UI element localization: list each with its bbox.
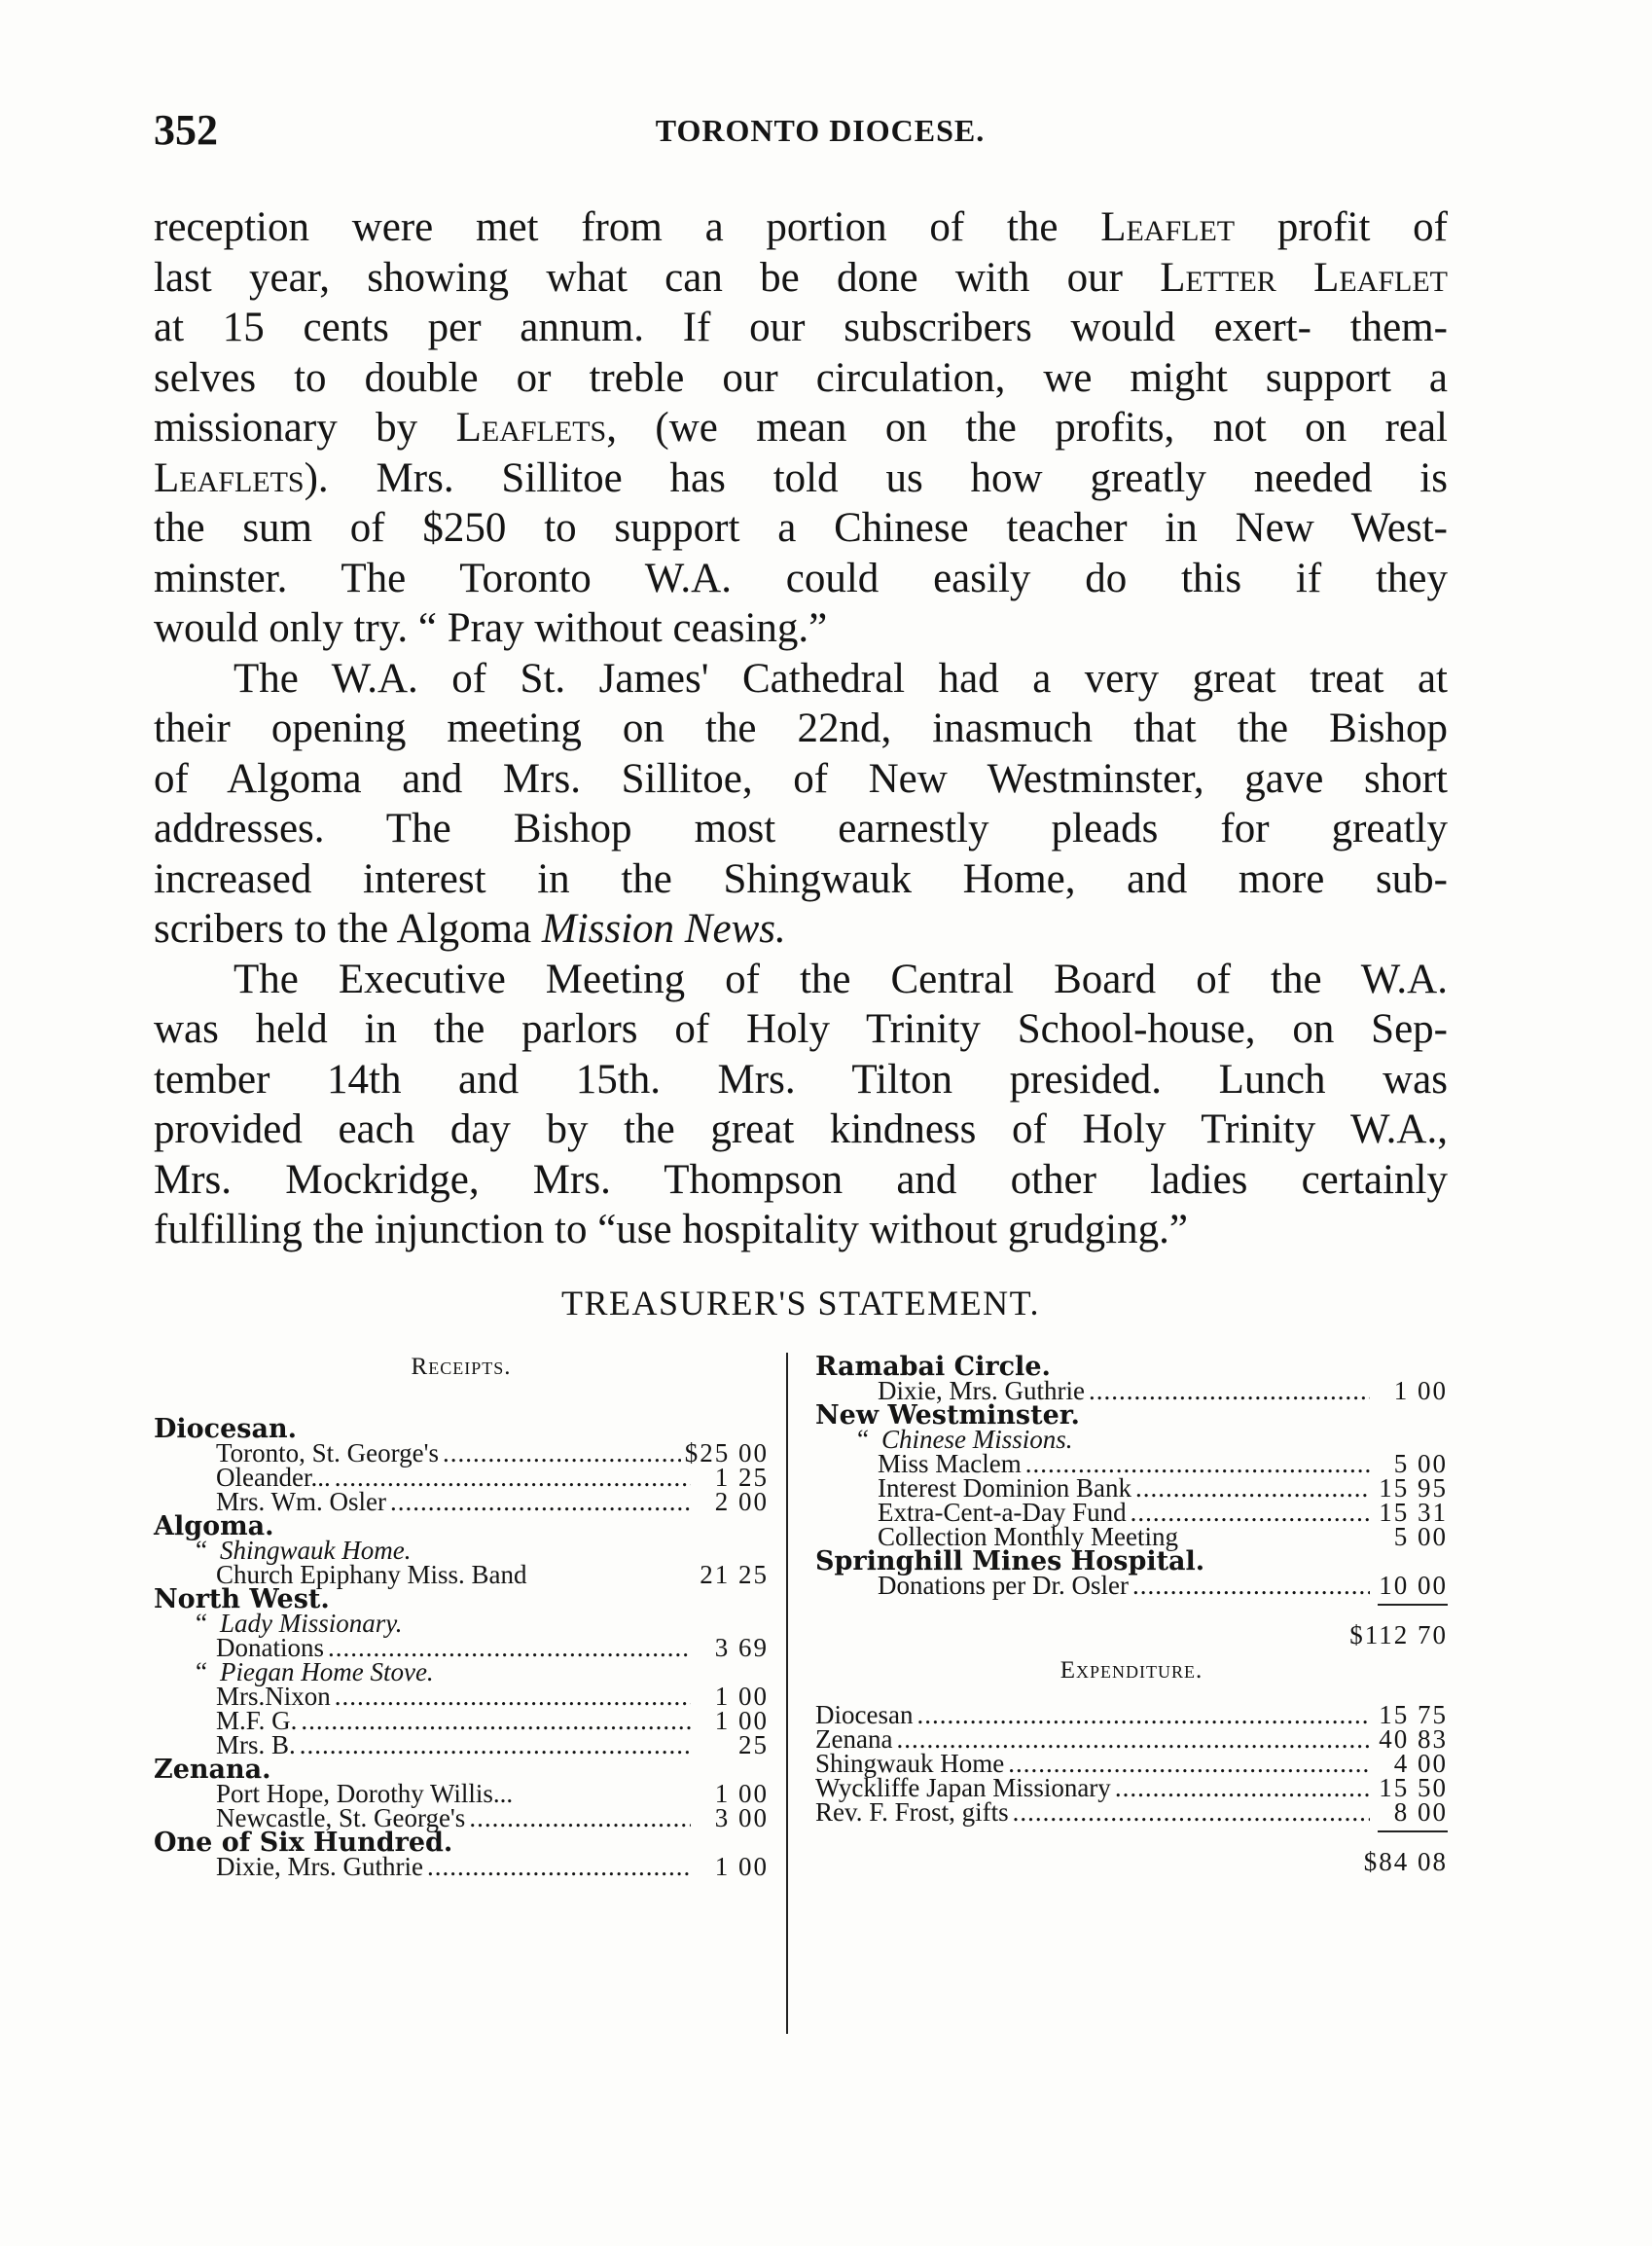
text-line: provided each day by the great kindness of Holy Trinity W.A., <box>154 1106 1448 1152</box>
row-amount: 3 00 <box>714 1803 769 1832</box>
row-amount: 1 00 <box>714 1706 769 1735</box>
row-amount: 40 83 <box>1379 1724 1448 1754</box>
text-line: The W.A. of St. James' Cathedral had a very great treat at <box>233 655 1448 702</box>
expenditure-heading: Expenditure. <box>1059 1657 1203 1684</box>
column-divider <box>786 1353 788 2034</box>
text-line <box>154 403 1448 453</box>
text-line: addresses. The Bishop most earnestly pleads for greatly <box>154 806 1448 851</box>
section-heading: Zenana. <box>154 1755 271 1785</box>
row-label: Miss Maclem <box>878 1449 1022 1478</box>
row-label: Donations per Dr. Osler <box>878 1571 1129 1600</box>
ditto-mark: “ <box>196 1657 207 1686</box>
section-heading: Algoma. <box>154 1511 274 1541</box>
small-caps-text: Leaflet <box>1100 204 1236 250</box>
row-amount: $25 00 <box>684 1438 769 1467</box>
small-caps-text: Leaflets <box>455 405 607 451</box>
text-line: at 15 cents per annum. If our subscribers would exert- them- <box>154 305 1448 350</box>
leader-dots <box>469 1806 691 1830</box>
row-label: Toronto, St. George's <box>216 1438 439 1467</box>
text-line: selves to double or treble our circulation, we might support a <box>154 354 1448 401</box>
row-amount: 5 00 <box>1393 1522 1448 1551</box>
row-label: Church Epiphany Miss. Band <box>216 1560 527 1589</box>
leader-dots <box>1013 1800 1370 1825</box>
text-line <box>154 904 1448 955</box>
statement-title: TREASURER'S STATEMENT. <box>561 1284 1040 1322</box>
row-label: Port Hope, Dorothy Willis... <box>216 1779 514 1808</box>
row-amount: 1 00 <box>714 1852 769 1881</box>
subheading-text: Shingwauk Home. <box>220 1536 412 1565</box>
row-label: Dixie, Mrs. Guthrie <box>216 1852 423 1881</box>
row-label: Oleander... <box>216 1463 331 1492</box>
page-header <box>154 105 1448 163</box>
expenditure-total: $84 08 <box>1363 1847 1448 1876</box>
leader-dots <box>335 1684 691 1709</box>
text-line <box>154 202 1448 253</box>
ditto-mark: “ <box>196 1536 207 1565</box>
leader-dots <box>427 1855 691 1879</box>
row-label: Shingwauk Home <box>815 1749 1005 1778</box>
row-label: Diocesan <box>815 1700 914 1729</box>
row-amount: 10 00 <box>1379 1571 1448 1600</box>
small-caps-text: Leaflets <box>154 454 305 501</box>
text: last year, showing what can be done with our <box>154 254 1161 301</box>
ditto-mark: “ <box>196 1609 207 1638</box>
subheading-text: Chinese Missions. <box>881 1425 1073 1454</box>
row-amount: 21 25 <box>700 1560 769 1589</box>
section-heading: New Westminster. <box>815 1400 1080 1431</box>
leader-dots <box>335 1466 691 1490</box>
running-head: TORONTO DIOCESE. <box>655 113 986 148</box>
row-label: Interest Dominion Bank <box>878 1473 1131 1503</box>
row-label: Dixie, Mrs. Guthrie <box>878 1376 1085 1405</box>
leader-dots <box>300 1733 691 1757</box>
row-label: Rev. F. Frost, gifts <box>815 1797 1009 1827</box>
text-line: would only try. “ Pray without ceasing.” <box>154 605 828 651</box>
paragraph-3 <box>154 955 1448 1255</box>
receipts-total: $112 70 <box>1349 1620 1448 1649</box>
leader-dots <box>1135 1476 1370 1501</box>
text-line: tember 14th and 15th. Mrs. Tilton presided. Lunch was <box>154 1056 1448 1103</box>
leader-dots <box>443 1441 681 1466</box>
text-line: the sum of $250 to support a Chinese teacher in New West- <box>154 505 1448 551</box>
section-heading: Ramabai Circle. <box>815 1352 1051 1382</box>
row-amount: 3 69 <box>714 1633 769 1662</box>
sum-rule <box>1378 1604 1448 1606</box>
body-text <box>154 202 1448 1255</box>
row-amount: 2 00 <box>714 1487 769 1516</box>
text-line <box>154 453 1448 504</box>
row-label: Wyckliffe Japan Missionary <box>815 1773 1111 1802</box>
leader-dots <box>1115 1776 1370 1800</box>
row-label: M.F. G. <box>216 1706 298 1735</box>
text-line <box>154 253 1448 304</box>
text: ). Mrs. Sillitoe has told us how greatly needed is <box>304 454 1448 501</box>
text-line: Mrs. Mockridge, Mrs. Thompson and other ladies certainly <box>154 1156 1448 1203</box>
row-amount: 25 <box>738 1730 769 1759</box>
row-label: Collection Monthly Meeting <box>878 1522 1178 1551</box>
row-amount: 1 00 <box>1393 1376 1448 1405</box>
text-line: minster. The Toronto W.A. could easily do this if they <box>154 555 1448 601</box>
receipts-column-left <box>154 1355 769 1879</box>
row-amount: 5 00 <box>1393 1449 1448 1478</box>
text: , (we mean on the profits, not on real <box>606 405 1449 451</box>
text-line: The Executive Meeting of the Central Board of the W.A. <box>233 956 1448 1002</box>
row-label: Extra-Cent-a-Day Fund <box>878 1498 1127 1527</box>
leader-dots <box>390 1490 691 1514</box>
row-amount: 4 00 <box>1393 1749 1448 1778</box>
section-heading: North West. <box>154 1584 330 1614</box>
leader-dots <box>1089 1379 1370 1403</box>
text: missionary by <box>154 405 456 451</box>
subheading-text: Lady Missionary. <box>220 1609 403 1638</box>
row-label: Mrs. Wm. Osler <box>216 1487 386 1516</box>
text-line: fulfilling the injunction to “use hospitality without grudging.” <box>154 1207 1188 1252</box>
subheading-text: Piegan Home Stove. <box>220 1657 434 1686</box>
ditto-mark: “ <box>857 1425 869 1454</box>
ledger-row <box>815 1797 1448 1827</box>
text: profit of <box>1235 204 1448 250</box>
leader-dots <box>301 1709 691 1733</box>
text-line: was held in the parlors of Holy Trinity School-house, on Sep- <box>154 1006 1448 1052</box>
row-amount: 15 31 <box>1379 1498 1448 1527</box>
leader-dots <box>1132 1574 1370 1598</box>
row-label: Mrs.Nixon <box>216 1682 331 1711</box>
section-heading: Springhill Mines Hospital. <box>815 1546 1205 1576</box>
text-line: of Algoma and Mrs. Sillitoe, of New Westminster, gave short <box>154 755 1448 802</box>
row-amount: 1 00 <box>714 1682 769 1711</box>
italic-text: Mission News. <box>541 906 786 952</box>
paragraph-1 <box>154 202 1448 654</box>
receipts-heading: Receipts. <box>411 1354 512 1380</box>
row-amount: 15 75 <box>1379 1700 1448 1729</box>
row-label: Newcastle, St. George's <box>216 1803 466 1832</box>
row-amount: 1 25 <box>714 1463 769 1492</box>
text-line: their opening meeting on the 22nd, inasmuch that the Bishop <box>154 706 1448 751</box>
text-line: increased interest in the Shingwauk Home, and more sub- <box>154 855 1448 902</box>
row-amount: 1 00 <box>714 1779 769 1808</box>
row-label: Donations <box>216 1633 324 1662</box>
ledger-row <box>154 1852 769 1881</box>
text: reception were met from a portion of the <box>154 204 1101 250</box>
row-label: Mrs. B. <box>216 1730 296 1759</box>
section-heading: One of Six Hundred. <box>154 1828 453 1858</box>
row-label: Zenana <box>815 1724 893 1754</box>
ledger-row <box>815 1700 1448 1729</box>
row-amount: 8 00 <box>1393 1797 1448 1827</box>
ledger-row <box>815 1571 1448 1600</box>
paragraph-2 <box>154 654 1448 955</box>
page-number: 352 <box>154 106 218 154</box>
row-amount: 15 95 <box>1379 1473 1448 1503</box>
sum-rule <box>1378 1830 1448 1832</box>
row-amount: 15 50 <box>1379 1773 1448 1802</box>
text: scribers to the Algoma <box>154 906 542 952</box>
spacer <box>154 1384 769 1417</box>
leader-dots <box>916 1703 1370 1727</box>
small-caps-text: Letter Leaflet <box>1160 254 1448 301</box>
section-heading: Diocesan. <box>154 1414 298 1444</box>
receipts-column-right <box>815 1352 1448 1879</box>
